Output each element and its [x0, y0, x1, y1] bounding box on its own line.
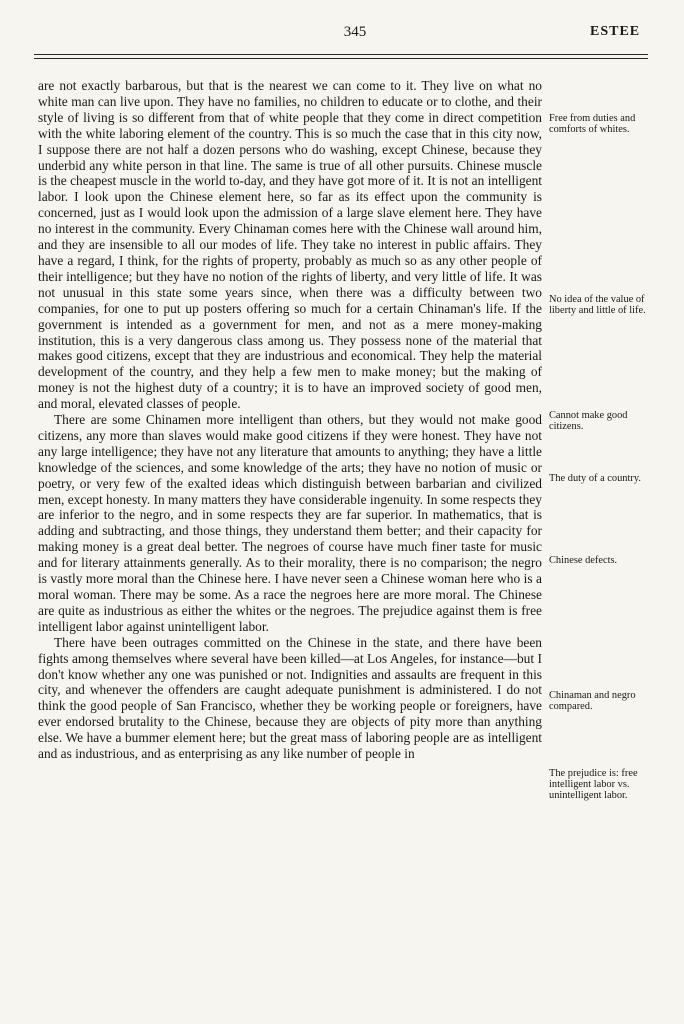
paragraph: There have been outrages committed on the Chinese in the state, and there have been fights among themselves where several have been killed—at Los Angeles, for instance—but I don't know whether any one was punished or not. Indignities and assaults are frequent in this city, and whenever the offenders are caught adequate punishment is administered. I do not think the good people of San Francisco, whether they be working people or foreigners, have ever endorsed brutality to the Chinese, because they are objects of pity more than anything else. We have a bummer element here; but the great mass of laboring people are as intelligent and as industrious, and as enterprising as any like number of people in — [38, 634, 542, 762]
running-head: ESTEE — [590, 24, 641, 39]
margin-note: Cannot make good citizens. — [549, 410, 628, 432]
margin-note: The duty of a country. — [549, 473, 641, 484]
margin-note: The prejudice is: free intelligent labor vs. unintelligent labor. — [549, 768, 638, 801]
header-rule — [34, 58, 648, 59]
page-number: 345 — [343, 24, 367, 40]
paragraph: There are some Chinamen more intelligent than others, but they would not make good citizens, any more than slaves would make good citizens if they were honest. They have not any large intelligence; they have not any literature that amounts to anything; they have a little knowledge of the sciences, and some knowledge of the arts; they have no notion of music or poetry, or very few of the exalted ideas which distinguish between barbarian and civilized men, except honesty. In many matters they have considerable ingenuity. In some respects they are inferior to the negro, and in some respects they are far superior. In mathematics, that is adding and subtracting, and those things, they understand them better; and their capacity for making money is a great deal better. The negroes of course have much finer taste for music and for literary attainments generally. As to their morality, there is no comparison; the negro is vastly more moral than the Chinese here. I have never seen a Chinese woman here who is a moral woman. There may be some. As a race the negroes here are more moral. The Chinese are quite as industrious as either the whites or the negroes. The prejudice against them is free intelligent labor against unintelligent labor. — [38, 412, 542, 634]
margin-note: No idea of the value of liberty and little of life. — [549, 294, 646, 316]
body-text — [38, 78, 542, 762]
margin-note: Free from duties and comforts of whites. — [549, 113, 636, 135]
header-rule — [34, 54, 648, 55]
paragraph: are not exactly barbarous, but that is the nearest we can come to it. They live on what no white man can live upon. They have no families, no children to educate or to clothe, and their style of living is so different from that of white people that they come in direct competition with the white laboring element of the country. This is so much the case that in this city now, I suppose there are not half a dozen persons who do washing, except Chinese, because they underbid any white person in that line. The same is true of all other pursuits. Chinese muscle is the cheapest muscle in the world to-day, and they have got more of it. It is not an intelligent labor. I look upon the Chinese element here, so far as its effect upon the community is concerned, just as I would look upon the admission of a large slave element here. They have no interest in the community. Every Chinaman comes here with the Chinese wall around him, and they are insensible to all our modes of life. They take no interest in public affairs. They have a regard, I think, for the rights of property, probably as much so as any other people of their intelligence; but they have no notion of the rights of liberty, and very little of life. It was not unusual in this state some years since, when there was a difficulty between two companies, for one to put up posters offering so much for a certain Chinaman's life. If the government is intended as a government for men, and not as a mere money-making institution, this is a very dangerous class among us. They possess none of the material that makes good citizens, except that they are industrious and economical. They help the material development of the country, and they help a few men to make money; but the making of money is not the highest duty of a country; it is to have an improved society of good men, and moral, elevated classes of people. — [38, 78, 542, 412]
margin-note: Chinese defects. — [549, 555, 618, 566]
margin-note: Chinaman and negro compared. — [549, 690, 636, 712]
